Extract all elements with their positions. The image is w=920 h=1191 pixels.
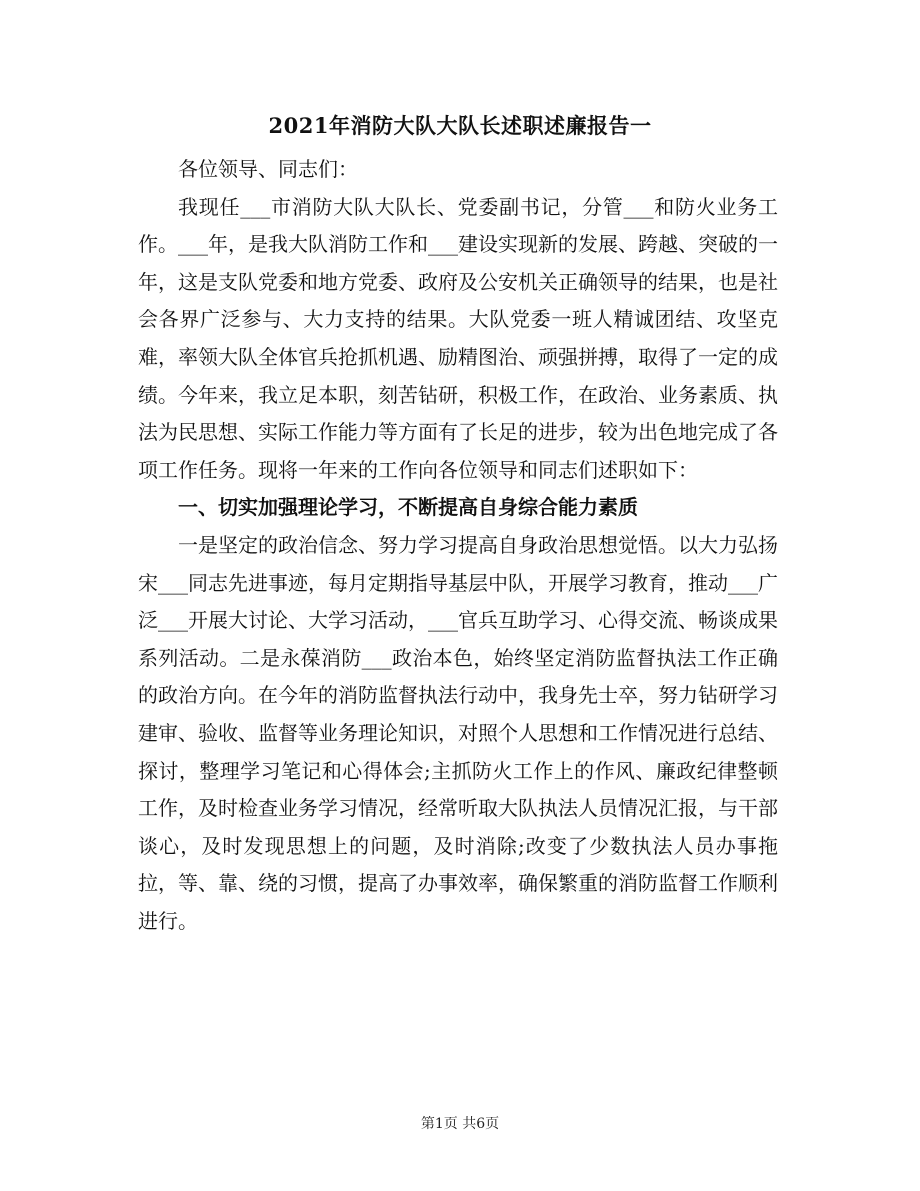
document-body bbox=[138, 151, 778, 940]
intro-paragraph: 我现任___市消防大队大队长、党委副书记，分管___和防火业务工作。___年，是我大队消防工作和___建设实现新的发展、跨越、突破的一年，这是支队党委和地方党委、政府及公安机关正确领导的结果，也是社会各界广泛参与、大力支持的结果。大队党委一班人精诚团结、攻坚克难，率领大队全体官兵抢抓机遇、励精图治、顽强拼搏，取得了一定的成绩。今年来，我立足本职，刻苦钻研，积极工作，在政治、业务素质、执法为民思想、实际工作能力等方面有了长足的进步，较为出色地完成了各项工作任务。现将一年来的工作向各位领导和同志们述职如下： bbox=[138, 194, 778, 482]
section-1-paragraph: 一是坚定的政治信念、努力学习提高自身政治思想觉悟。以大力弘扬宋___同志先进事迹，每月定期指导基层中队，开展学习教育，推动___广泛___开展大讨论、大学习活动，___官兵互助学习、心得交流、畅谈成果系列活动。二是永葆消防___政治本色，始终坚定消防监督执法工作正确的政治方向。在今年的消防监督执法行动中，我身先士卒，努力钻研学习建审、验收、监督等业务理论知识，对照个人思想和工作情况进行总结、探讨，整理学习笔记和心得体会;主抓防火工作上的作风、廉政纪律整顿工作，及时检查业务学习情况，经常听取大队执法人员情况汇报，与干部谈心，及时发现思想上的问题，及时消除;改变了少数执法人员办事拖拉，等、靠、绕的习惯，提高了办事效率，确保繁重的消防监督工作顺利进行。 bbox=[138, 532, 778, 933]
page-number-footer: 第1页 共6页 bbox=[420, 1116, 500, 1132]
salutation-paragraph: 各位领导、同志们： bbox=[178, 157, 358, 181]
section-heading-1: 一、切实加强理论学习，不断提高自身综合能力素质 bbox=[178, 495, 638, 520]
document-title: 2021年消防大队大队长述职述廉报告一 bbox=[268, 113, 652, 138]
